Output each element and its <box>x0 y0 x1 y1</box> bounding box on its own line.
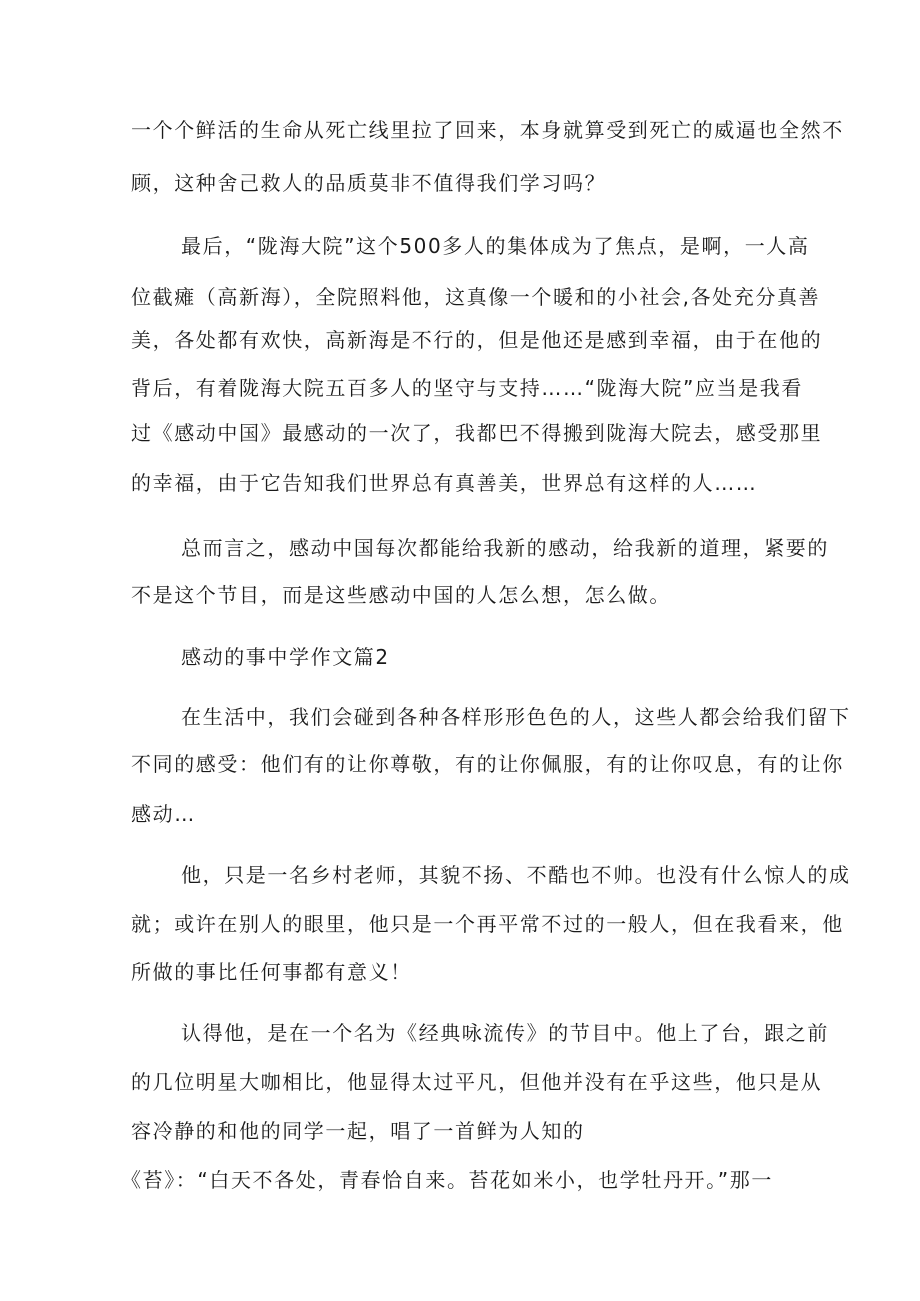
paragraph-line: 《苔》：“白天不各处，青春恰自来。苔花如米小，也学牡丹开。”那一 <box>121 1168 773 1192</box>
section-heading: 感动的事中学作文篇2 <box>181 645 390 669</box>
paragraph-line: 他，只是一名乡村老师，其貌不扬、不酷也不帅。也没有什么惊人的成 <box>181 863 851 887</box>
paragraph-line: 总而言之，感动中国每次都能给我新的感动，给我新的道理，紧要的 <box>181 536 829 560</box>
paragraph-line: 认得他，是在一个名为《经典咏流传》的节目中。他上了台，跟之前 <box>181 1021 829 1045</box>
paragraph-line: 不是这个节目，而是这些感动中国的人怎么想，怎么做。 <box>131 583 671 607</box>
paragraph-line: 最后，“陇海大院”这个500多人的集体成为了焦点，是啊，一人高 <box>181 234 810 258</box>
paragraph-line: 所做的事比任何事都有意义！ <box>131 960 412 984</box>
paragraph-line: 的几位明星大咖相比，他显得太过平凡，但他并没有在乎这些，他只是从 <box>131 1070 823 1094</box>
paragraph-line: 一个个鲜活的生命从死亡线里拉了回来，本身就算受到死亡的威逼也全然不 <box>131 118 844 142</box>
paragraph-line: 背后，有着陇海大院五百多人的坚守与支持……“陇海大院”应当是我看 <box>131 376 803 400</box>
paragraph-line: 不同的感受：他们有的让你尊敬，有的让你佩服，有的让你叹息，有的让你 <box>131 752 844 776</box>
paragraph-line: 容冷静的和他的同学一起，唱了一首鲜为人知的 <box>131 1119 585 1143</box>
paragraph-line: 在生活中，我们会碰到各种各样形形色色的人，这些人都会给我们留下 <box>181 705 851 729</box>
paragraph-line: 过《感动中国》最感动的一次了，我都巴不得搬到陇海大院去，感受那里 <box>131 421 823 445</box>
paragraph-line: 就；或许在别人的眼里，他只是一个再平常不过的一般人，但在我看来，他 <box>131 912 844 936</box>
paragraph-line: 的幸福，由于它告知我们世界总有真善美，世界总有这样的人…… <box>131 471 758 495</box>
paragraph-line: 位截瘫（高新海），全院照料他，这真像一个暖和的小社会,各处充分真善 <box>131 285 821 309</box>
paragraph-line: 美，各处都有欢快，高新海是不行的，但是他还是感到幸福，由于在他的 <box>131 328 823 352</box>
paragraph-line: 感动… <box>131 802 196 826</box>
paragraph-line: 顾，这种舍己救人的品质莫非不值得我们学习吗？ <box>131 171 607 195</box>
